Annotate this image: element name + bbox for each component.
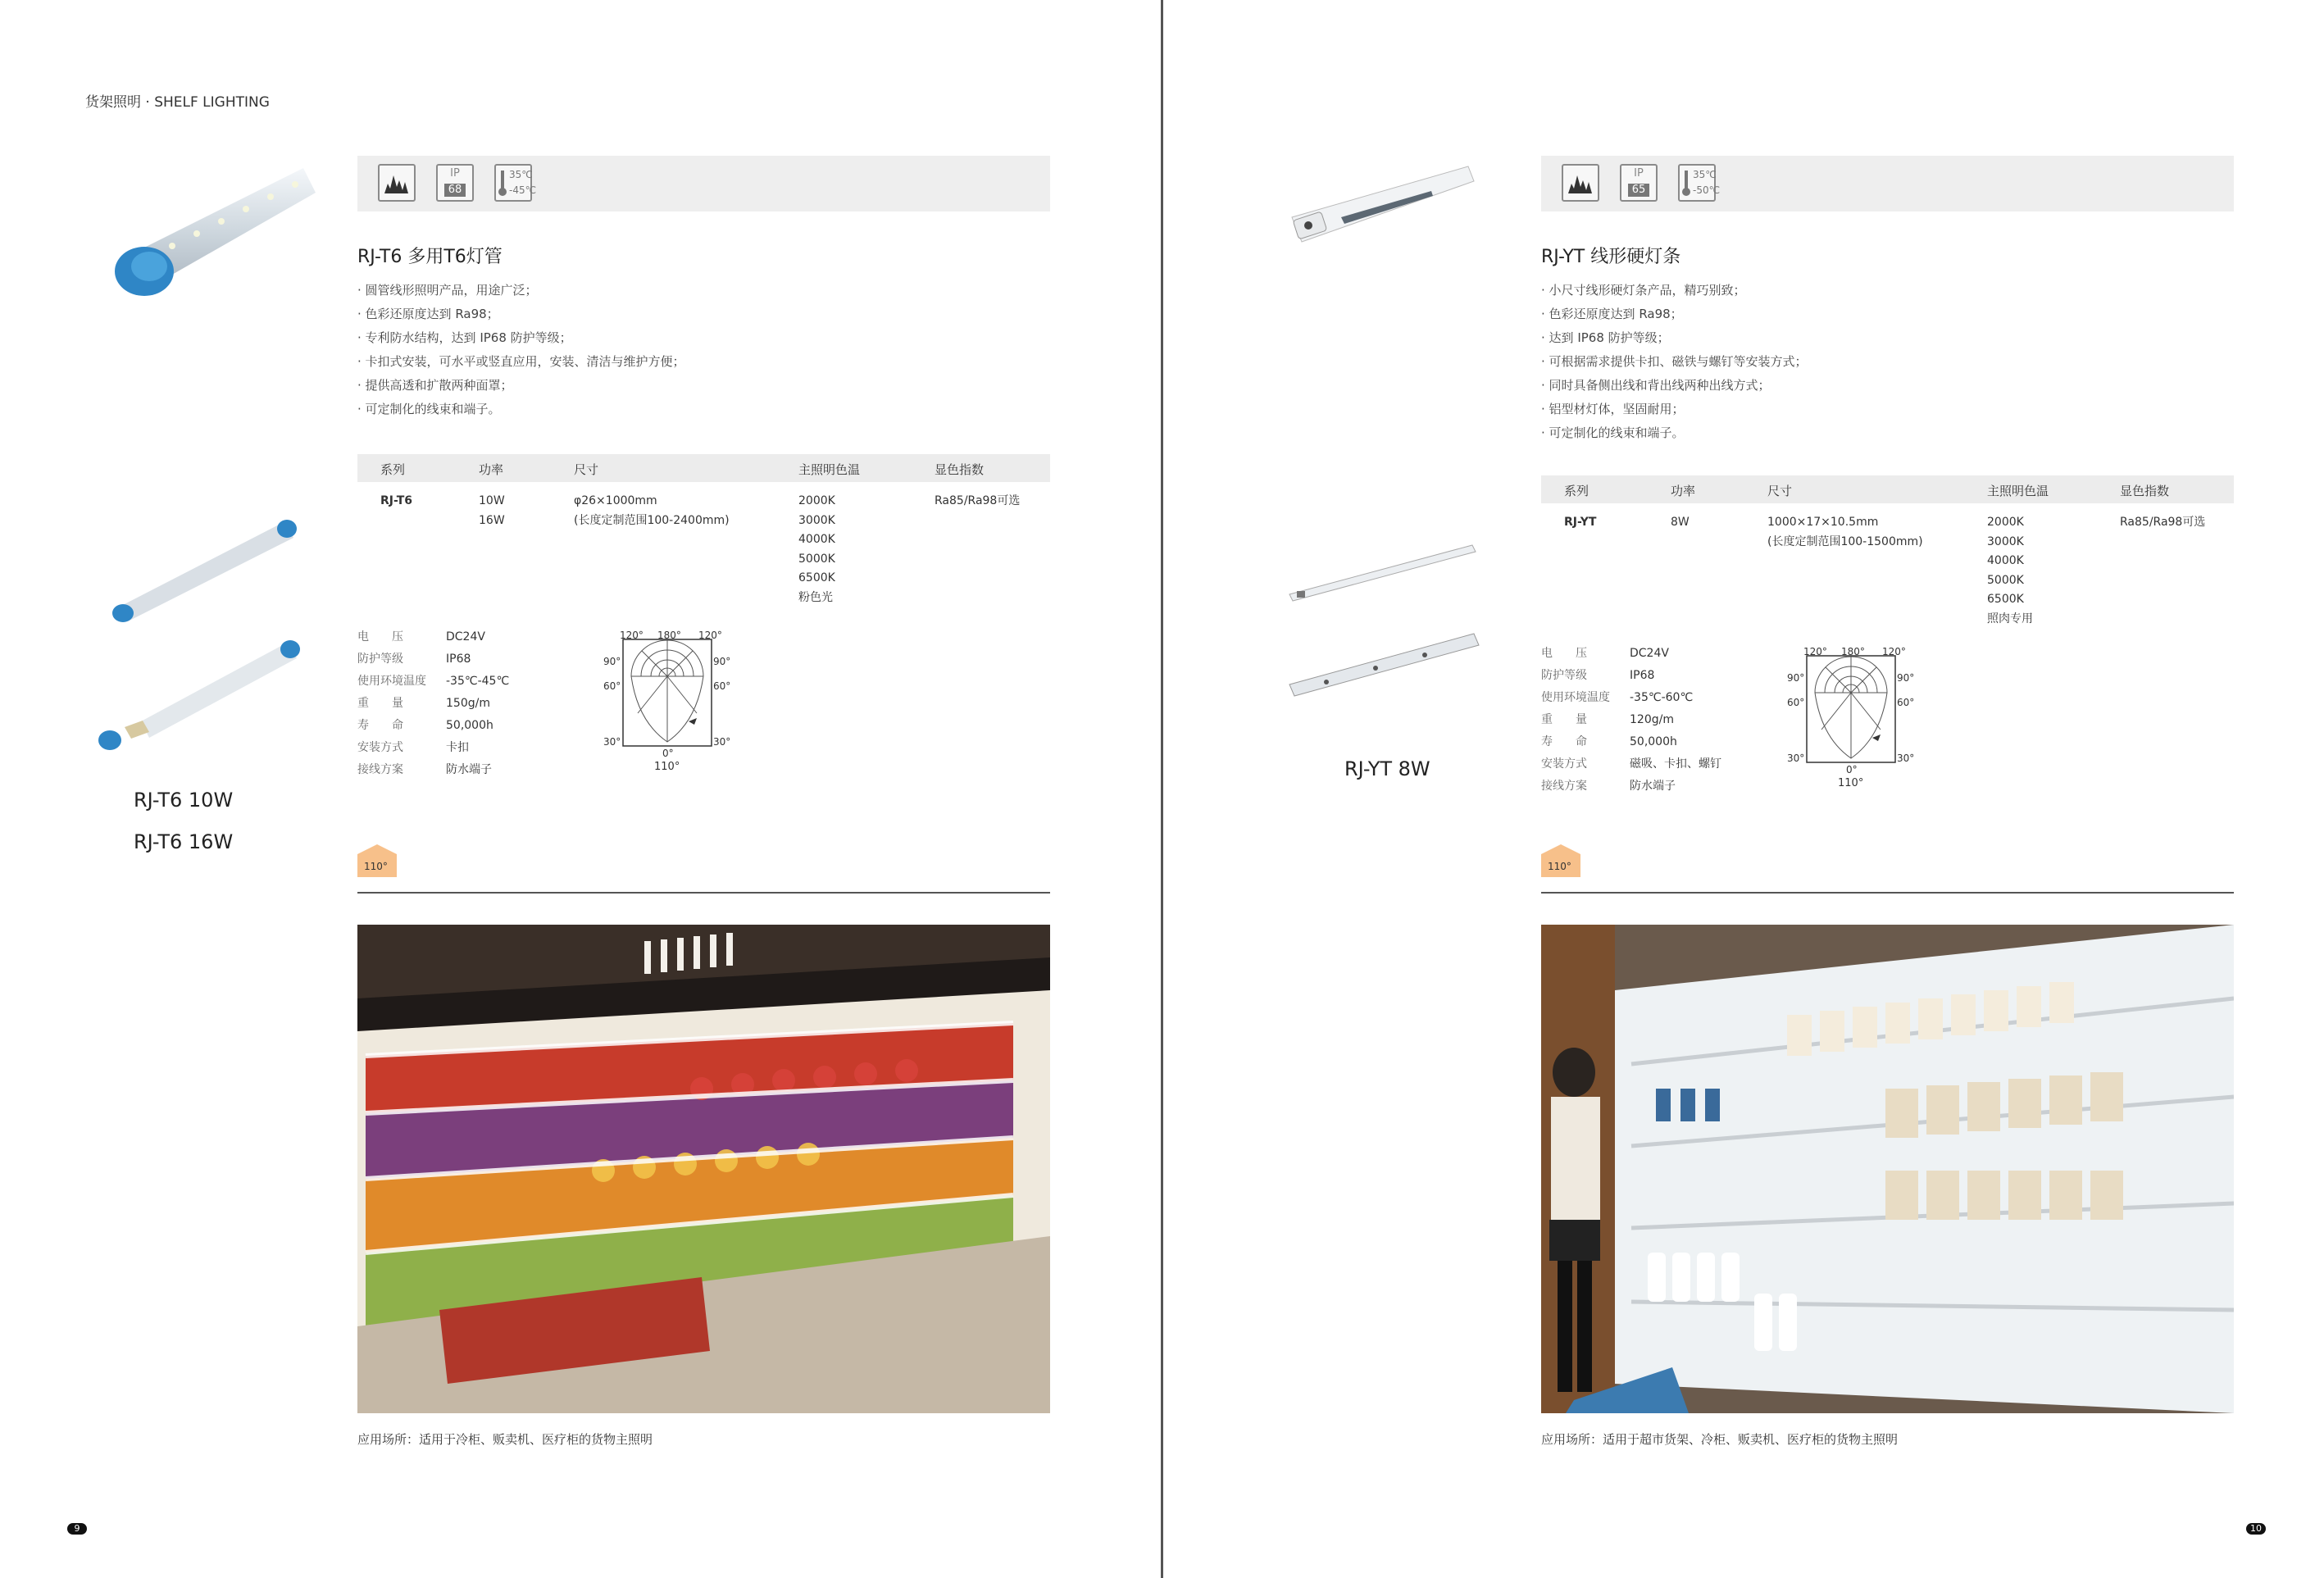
section-rule xyxy=(357,892,1050,894)
col-series: 系列 xyxy=(1564,484,1590,498)
param-row: 接线方案 防水端子 xyxy=(1541,780,1676,793)
product-title: RJ-T6 多用T6灯管 xyxy=(357,247,503,267)
col-size: 尺寸 xyxy=(574,462,599,477)
param-row: 安装方式 磁吸、卡扣、螺钉 xyxy=(1541,757,1721,771)
application-photo xyxy=(1541,925,2234,1413)
col-power: 功率 xyxy=(479,462,504,477)
feature-item: · 圆管线形照明产品，用途广泛； xyxy=(357,279,685,302)
right-page xyxy=(1162,0,2324,1578)
model-label: RJ-T6 10W xyxy=(134,789,234,812)
spec-table-header xyxy=(1541,475,2234,503)
param-row: 防护等级 IP68 xyxy=(1541,669,1655,682)
spectrum-chart-icon xyxy=(1562,164,1599,202)
feature-item: · 铝型材灯体，坚固耐用； xyxy=(1541,398,1808,421)
ip-rating-icon: IP 68 xyxy=(436,164,474,202)
beam-angle-diagram: 120° 180° 120° 90° 90° 60° 60° 30° 30° 0° 110° xyxy=(1787,646,1915,789)
yt-bar-photo xyxy=(1284,160,1480,266)
product-title: RJ-YT 线形硬灯条 xyxy=(1541,247,1681,267)
parameter-list xyxy=(357,626,571,781)
feature-item: · 达到 IP68 防护等级； xyxy=(1541,326,1808,350)
cell-size: 1000×17×10.5mm (长度定制范围100-1500mm) xyxy=(1767,516,1923,548)
cell-cri: Ra85/Ra98可选 xyxy=(2120,516,2206,529)
col-cri: 显色指数 xyxy=(935,462,985,477)
cell-power: 8W xyxy=(1671,516,1690,529)
cell-series: RJ-T6 xyxy=(380,494,413,507)
t6-tube-photo xyxy=(107,160,320,307)
param-row: 使用环境温度 -35℃-60℃ xyxy=(1541,691,1694,704)
spec-table xyxy=(1541,475,2234,625)
page-number: 9 xyxy=(67,1523,87,1535)
feature-item: · 色彩还原度达到 Ra98； xyxy=(357,302,685,326)
feature-item: · 专利防水结构，达到 IP68 防护等级； xyxy=(357,326,685,350)
feature-item: · 可根据需求提供卡扣、磁铁与螺钉等安装方式； xyxy=(1541,350,1808,374)
thermometer-icon: 35℃ -50℃ xyxy=(1678,164,1716,202)
cell-power: 10W 16W xyxy=(479,494,505,527)
cell-cct: 2000K 3000K 4000K 5000K 6500K 照肉专用 xyxy=(1987,516,2033,625)
col-cct: 主照明色温 xyxy=(798,462,861,477)
param-row: 电 压 DC24V xyxy=(1541,647,1669,660)
col-power: 功率 xyxy=(1671,484,1696,498)
beam-angle-diagram: 120° 180° 120° 90° 90° 60° 60° 30° 30° 0° 110° xyxy=(603,630,731,773)
t6-tube-photo-3 xyxy=(92,635,305,758)
param-row: 寿 命 50,000h xyxy=(1541,735,1677,748)
feature-list xyxy=(1541,279,1808,445)
cell-series: RJ-YT xyxy=(1564,516,1597,529)
t6-tube-photo-2 xyxy=(105,516,302,623)
beam-angle-badge: 110° xyxy=(1541,843,1580,877)
col-cct: 主照明色温 xyxy=(1987,484,2049,498)
model-label: RJ-T6 16W xyxy=(134,830,234,853)
section-rule xyxy=(1541,892,2234,894)
spec-table xyxy=(357,454,1050,604)
feature-item: · 可定制化的线束和端子。 xyxy=(1541,421,1808,445)
spectrum-chart-icon xyxy=(378,164,416,202)
feature-item: · 提供高透和扩散两种面罩； xyxy=(357,374,685,398)
page-number: 10 xyxy=(2246,1523,2266,1535)
cell-size: φ26×1000mm (长度定制范围100-2400mm) xyxy=(574,494,730,527)
thermometer-icon: 35℃ -45℃ xyxy=(494,164,532,202)
param-row: 接线方案 防水端子 xyxy=(357,763,492,776)
feature-list xyxy=(357,279,685,421)
param-row: 安装方式 卡扣 xyxy=(357,741,469,754)
ip-rating-icon: IP 65 xyxy=(1620,164,1658,202)
parameter-list xyxy=(1541,643,1754,798)
feature-item: · 小尺寸线形硬灯条产品，精巧别致； xyxy=(1541,279,1808,302)
feature-item: · 色彩还原度达到 Ra98； xyxy=(1541,302,1808,326)
feature-icon-bar xyxy=(1541,156,2234,211)
param-row: 使用环境温度 -35℃-45℃ xyxy=(357,675,510,688)
beam-angle-badge: 110° xyxy=(357,843,397,877)
spec-table-header xyxy=(357,454,1050,482)
yt-bar-photo-3 xyxy=(1285,627,1482,701)
param-row: 重 量 120g/m xyxy=(1541,713,1674,726)
yt-bar-photo-2 xyxy=(1285,537,1482,611)
feature-item: · 可定制化的线束和端子。 xyxy=(357,398,685,421)
application-photo xyxy=(357,925,1050,1413)
param-row: 寿 命 50,000h xyxy=(357,719,493,732)
feature-item: · 同时具备侧出线和背出线两种出线方式； xyxy=(1541,374,1808,398)
cell-cct: 2000K 3000K 4000K 5000K 6500K 粉色光 xyxy=(798,494,835,604)
application-caption: 应用场所：适用于超市货架、冷柜、贩卖机、医疗柜的货物主照明 xyxy=(1541,1432,1899,1447)
feature-icon-bar xyxy=(357,156,1050,211)
feature-item: · 卡扣式安装，可水平或竖直应用，安装、清洁与维护方便； xyxy=(357,350,685,374)
application-caption: 应用场所：适用于冷柜、贩卖机、医疗柜的货物主照明 xyxy=(357,1432,653,1447)
param-row: 重 量 150g/m xyxy=(357,697,490,710)
cell-cri: Ra85/Ra98可选 xyxy=(935,494,1021,507)
col-series: 系列 xyxy=(380,462,406,477)
param-row: 电 压 DC24V xyxy=(357,630,485,643)
section-header: 货架照明 · SHELF LIGHTING xyxy=(85,94,270,111)
col-cri: 显色指数 xyxy=(2120,484,2170,498)
param-row: 防护等级 IP68 xyxy=(357,653,471,666)
model-label: RJ-YT 8W xyxy=(1344,757,1430,780)
col-size: 尺寸 xyxy=(1767,484,1793,498)
